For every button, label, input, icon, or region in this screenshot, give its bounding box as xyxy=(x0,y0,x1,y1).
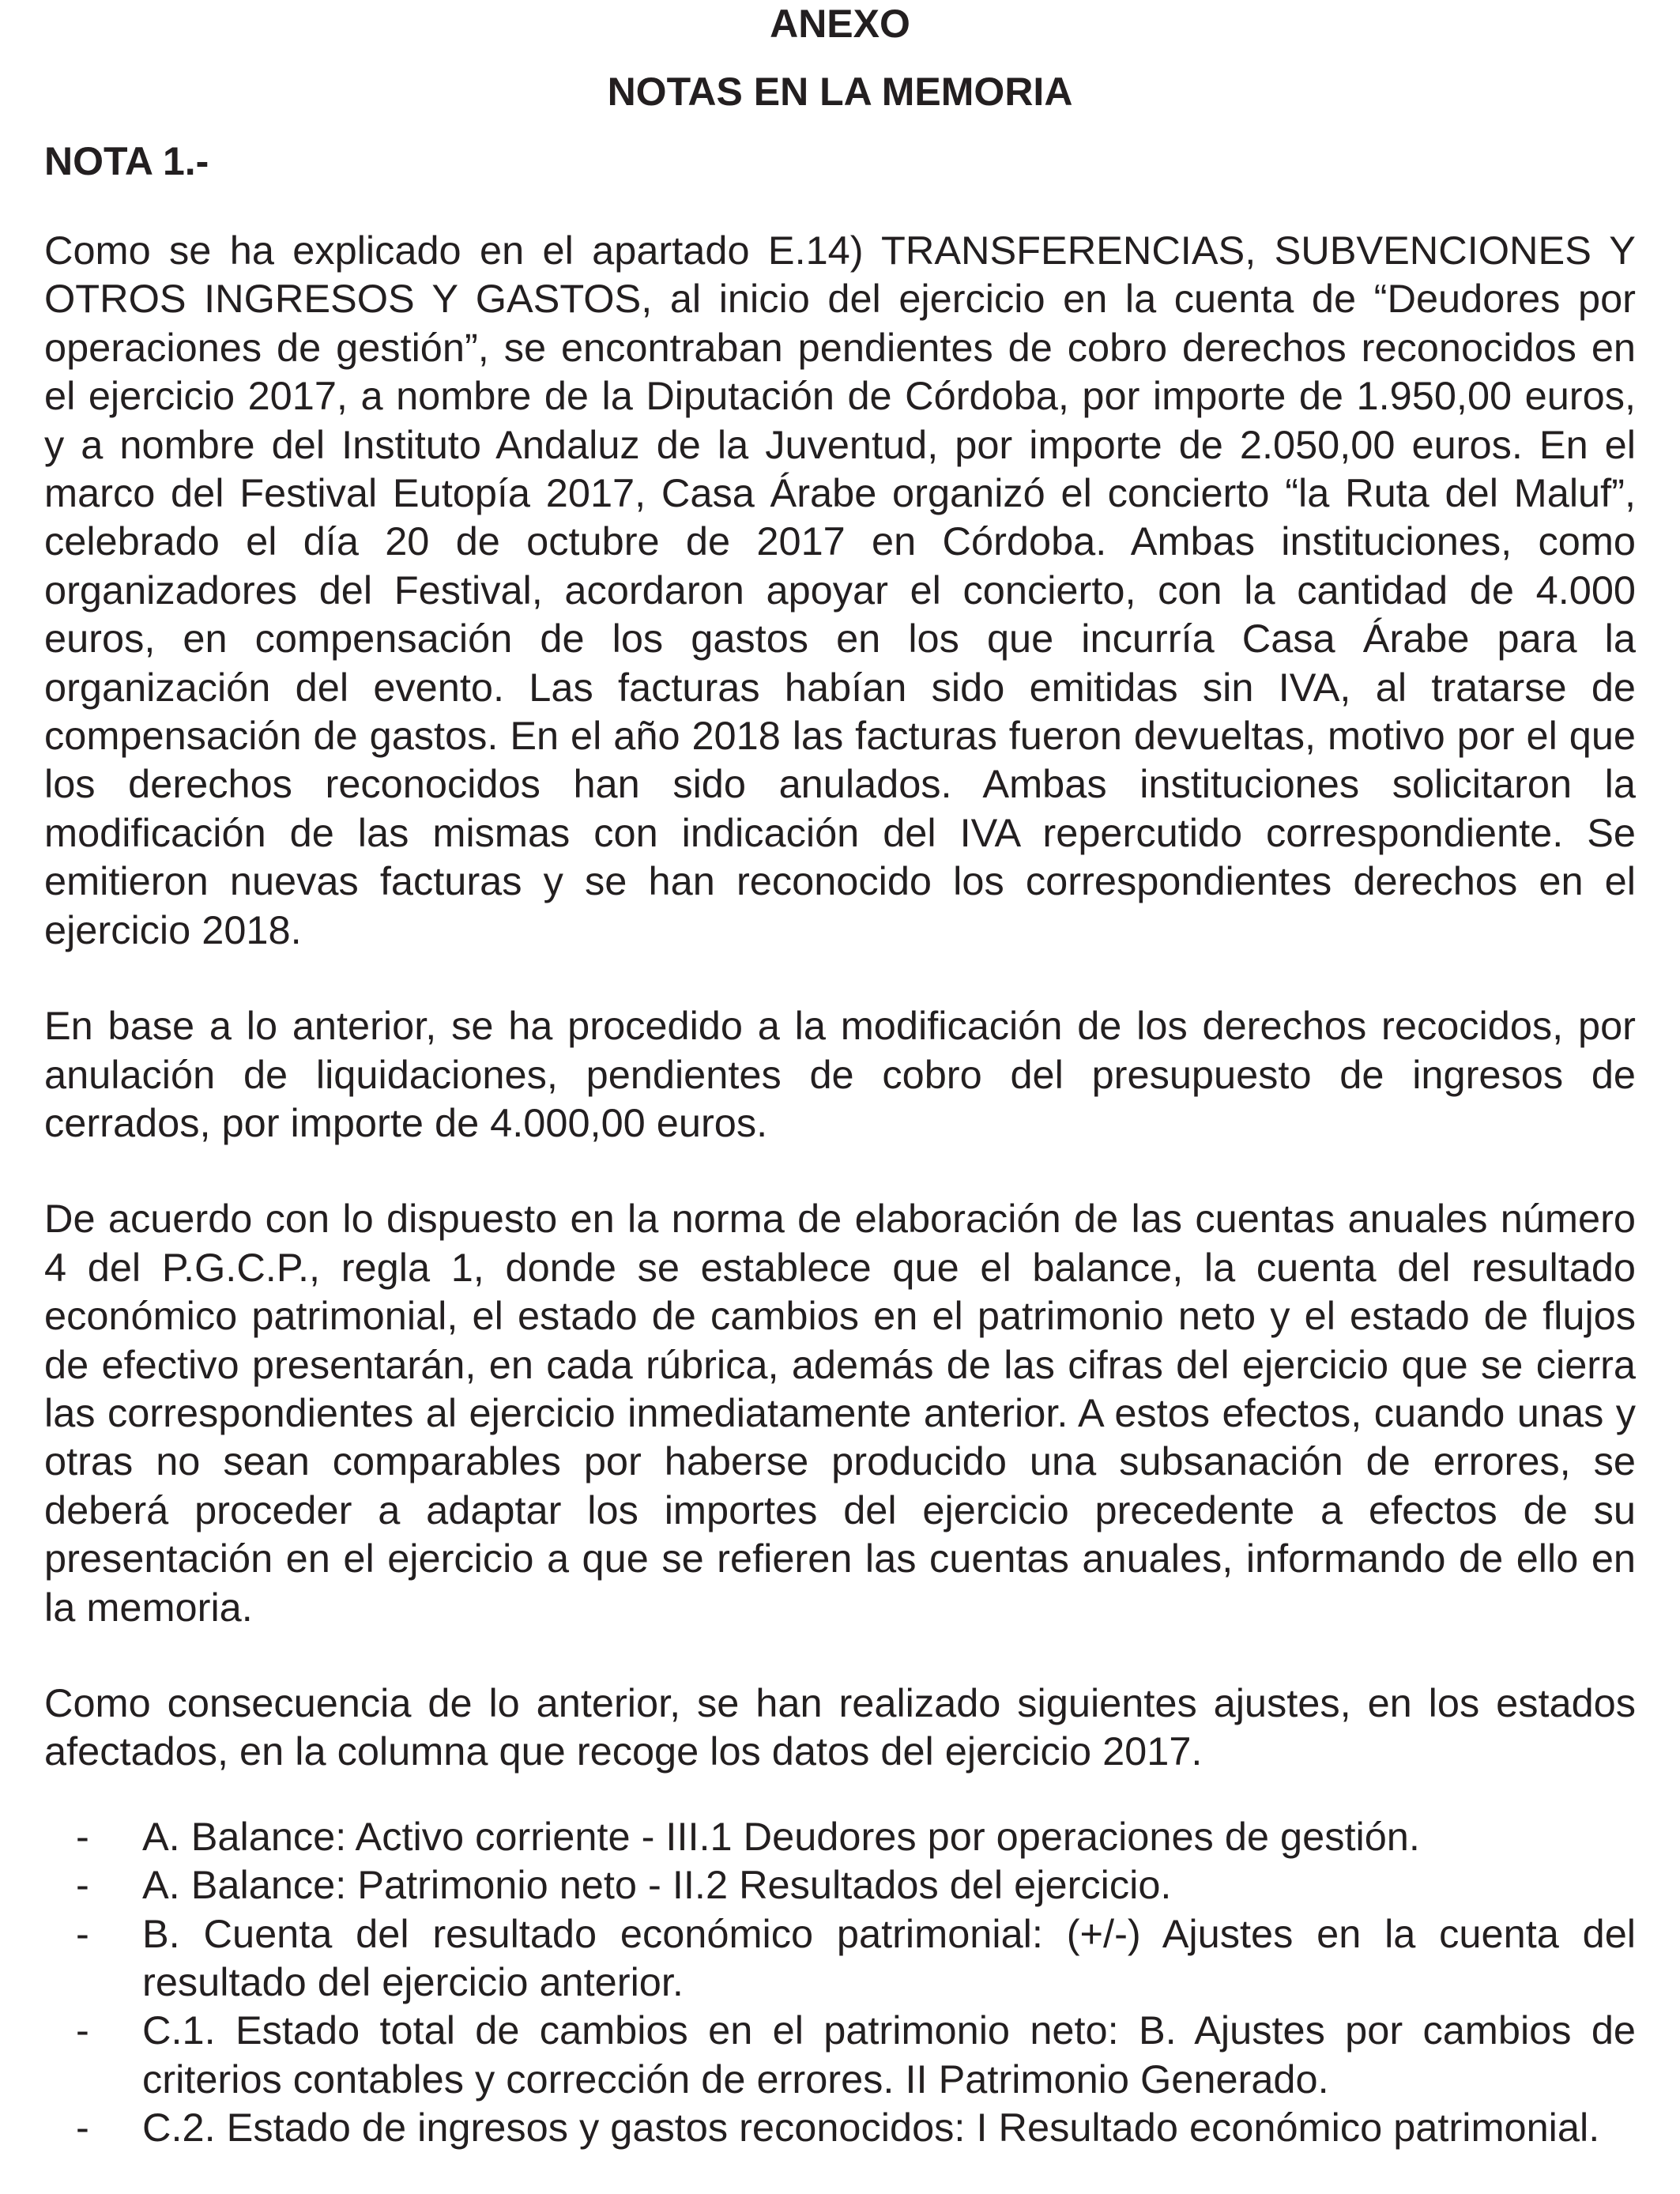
document-title: ANEXO xyxy=(770,2,910,46)
list-bullet: - xyxy=(76,1862,89,1908)
list-item-text: C.1. Estado total de cambios en el patrimonio neto: B. Ajustes por cambios de criterios contables y corrección de errores. II Patrimonio Generado. xyxy=(142,2007,1636,2102)
paragraph-regulation: De acuerdo con lo dispuesto en la norma de elaboración de las cuentas anuales número 4 del P.G.C.P., regla 1, donde se establece que el balance, la cuenta del resultado económico patrimonial, el estado de cambios en el patrimonio neto y el estado de flujos de efectivo presentarán, en cada rúbrica, además de las cifras del ejercicio que se cierra las correspondientes al ejercicio inmediatamente anterior. A estos efectos, cuando unas y otras no sean comparables por haberse producido una subsanación de errores, se deberá proceder a adaptar los importes del ejercicio precedente a efectos de su presentación en el ejercicio a que se refieren las cuentas anuales, informando de ello en la memoria. xyxy=(44,1196,1636,1630)
note-body xyxy=(44,226,1636,2152)
paragraph-modification: En base a lo anterior, se ha procedido a la modificación de los derechos recocidos, por anulación de liquidaciones, pendientes de cobro del presupuesto de ingresos de cerrados, por importe de 4.000,00 euros. xyxy=(44,1003,1636,1145)
list-item-text: C.2. Estado de ingresos y gastos reconocidos: I Resultado económico patrimonial. xyxy=(142,2105,1600,2151)
list-item xyxy=(44,1860,1636,1909)
list-item xyxy=(44,1909,1636,2007)
list-item xyxy=(44,2006,1636,2103)
paragraph-consequence: Como consecuencia de lo anterior, se han realizado siguientes ajustes, en los estados afectados, en la columna que recoge los datos del ejercicio 2017. xyxy=(44,1679,1636,1774)
list-bullet: - xyxy=(76,1813,89,1859)
list-item-text: A. Balance: Patrimonio neto - II.2 Resultados del ejercicio. xyxy=(142,1862,1172,1908)
paragraph-context: Como se ha explicado en el apartado E.14) TRANSFERENCIAS, SUBVENCIONES Y OTROS INGRESOS Y GASTOS, al inicio del ejercicio en la cuenta de “Deudores por operaciones de gestión”, se encontraban pendientes de cobro derechos reconocidos en el ejercicio 2017, a nombre de la Diputación de Córdoba, por importe de 1.950,00 euros, y a nombre del Instituto Andaluz de la Juventud, por importe de 2.050,00 euros. En el marco del Festival Eutopía 2017, Casa Árabe organizó el concierto “la Ruta del Maluf”, celebrado el día 20 de octubre de 2017 en Córdoba. Ambas instituciones, como organizadores del Festival, acordaron apoyar el concierto, con la cantidad de 4.000 euros, en compensación de los gastos en los que incurría Casa Árabe para la organización del evento. Las facturas habían sido emitidas sin IVA, al tratarse de compensación de gastos. En el año 2018 las facturas fueron devueltas, motivo por el que los derechos reconocidos han sido anulados. Ambas instituciones solicitaron la modificación de las mismas con indicación del IVA repercutido correspondiente. Se emitieron nuevas facturas y se han reconocido los correspondientes derechos en el ejercicio 2018. xyxy=(44,228,1636,952)
list-bullet: - xyxy=(76,1910,89,1956)
list-item xyxy=(44,1812,1636,1860)
note-heading: NOTA 1.- xyxy=(44,139,209,183)
document-subtitle: NOTAS EN LA MEMORIA xyxy=(607,70,1073,114)
list-bullet: - xyxy=(76,2007,89,2053)
list-item-text: A. Balance: Activo corriente - III.1 Deudores por operaciones de gestión. xyxy=(142,1813,1420,1859)
adjustments-list xyxy=(44,1812,1636,2152)
list-item-text: B. Cuenta del resultado económico patrimonial: (+/-) Ajustes en la cuenta del resultado del ejercicio anterior. xyxy=(142,1910,1636,2004)
list-bullet: - xyxy=(76,2105,89,2151)
list-item xyxy=(44,2103,1636,2151)
